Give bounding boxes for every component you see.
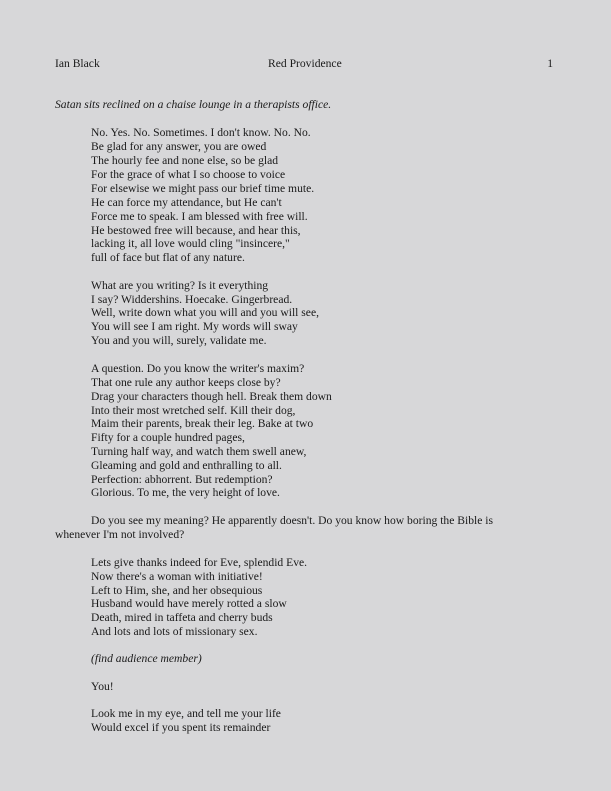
verse-line: Gleaming and gold and enthralling to all. <box>91 459 282 472</box>
page-number: 1 <box>547 57 553 70</box>
verse-line: Death, mired in taffeta and cherry buds <box>91 611 273 624</box>
verse-line: For the grace of what I so choose to voice <box>91 168 286 181</box>
verse-line: No. Yes. No. Sometimes. I don't know. No. No. <box>91 126 311 139</box>
verse-line: Left to Him, she, and her obsequious <box>91 584 263 597</box>
verse-line: A question. Do you know the writer's maxim? <box>91 362 305 375</box>
verse-line: You and you will, surely, validate me. <box>91 334 267 347</box>
verse-line: Fifty for a couple hundred pages, <box>91 431 245 444</box>
stage-direction-opening: Satan sits reclined on a chaise lounge in a therapists office. <box>55 98 332 111</box>
page-header <box>55 57 555 73</box>
verse-line: He bestowed free will because, and hear this, <box>91 224 301 237</box>
author-name: Ian Black <box>55 57 100 70</box>
verse-line: I say? Widdershins. Hoecake. Gingerbread. <box>91 293 293 306</box>
verse-line: He can force my attendance, but He can't <box>91 196 282 209</box>
verse-line: full of face but flat of any nature. <box>91 251 245 264</box>
verse-line: Well, write down what you will and you will see, <box>91 306 320 319</box>
verse-line: For elsewise we might pass our brief time mute. <box>91 182 315 195</box>
verse-line: Into their most wretched self. Kill their dog, <box>91 404 296 417</box>
verse-line: Look me in my eye, and tell me your life <box>91 707 281 720</box>
verse-line: Maim their parents, break their leg. Bake at two <box>91 417 314 430</box>
verse-line: Be glad for any answer, you are owed <box>91 140 267 153</box>
verse-line: Force me to speak. I am blessed with free will. <box>91 210 308 223</box>
verse-line: Perfection: abhorrent. But redemption? <box>91 473 273 486</box>
verse-line: Lets give thanks indeed for Eve, splendid Eve. <box>91 556 308 569</box>
prose-line-indented: Do you see my meaning? He apparently doesn't. Do you know how boring the Bible is <box>91 514 493 527</box>
verse-line: Drag your characters though hell. Break them down <box>91 390 332 403</box>
verse-line: You! <box>91 680 114 693</box>
verse-line: Turning half way, and watch them swell anew, <box>91 445 307 458</box>
verse-line: Now there's a woman with initiative! <box>91 570 263 583</box>
verse-line: lacking it, all love would cling "insincere," <box>91 237 290 250</box>
verse-line: What are you writing? Is it everything <box>91 279 269 292</box>
stage-direction-audience: (find audience member) <box>91 652 202 665</box>
verse-line: The hourly fee and none else, so be glad <box>91 154 279 167</box>
verse-line: Would excel if you spent its remainder <box>91 721 271 734</box>
prose-line: whenever I'm not involved? <box>55 528 185 541</box>
play-title: Red Providence <box>268 57 342 70</box>
verse-line: Husband would have merely rotted a slow <box>91 597 287 610</box>
verse-line: That one rule any author keeps close by? <box>91 376 281 389</box>
verse-line: Glorious. To me, the very height of love. <box>91 486 280 499</box>
verse-line: And lots and lots of missionary sex. <box>91 625 258 638</box>
verse-line: You will see I am right. My words will sway <box>91 320 298 333</box>
